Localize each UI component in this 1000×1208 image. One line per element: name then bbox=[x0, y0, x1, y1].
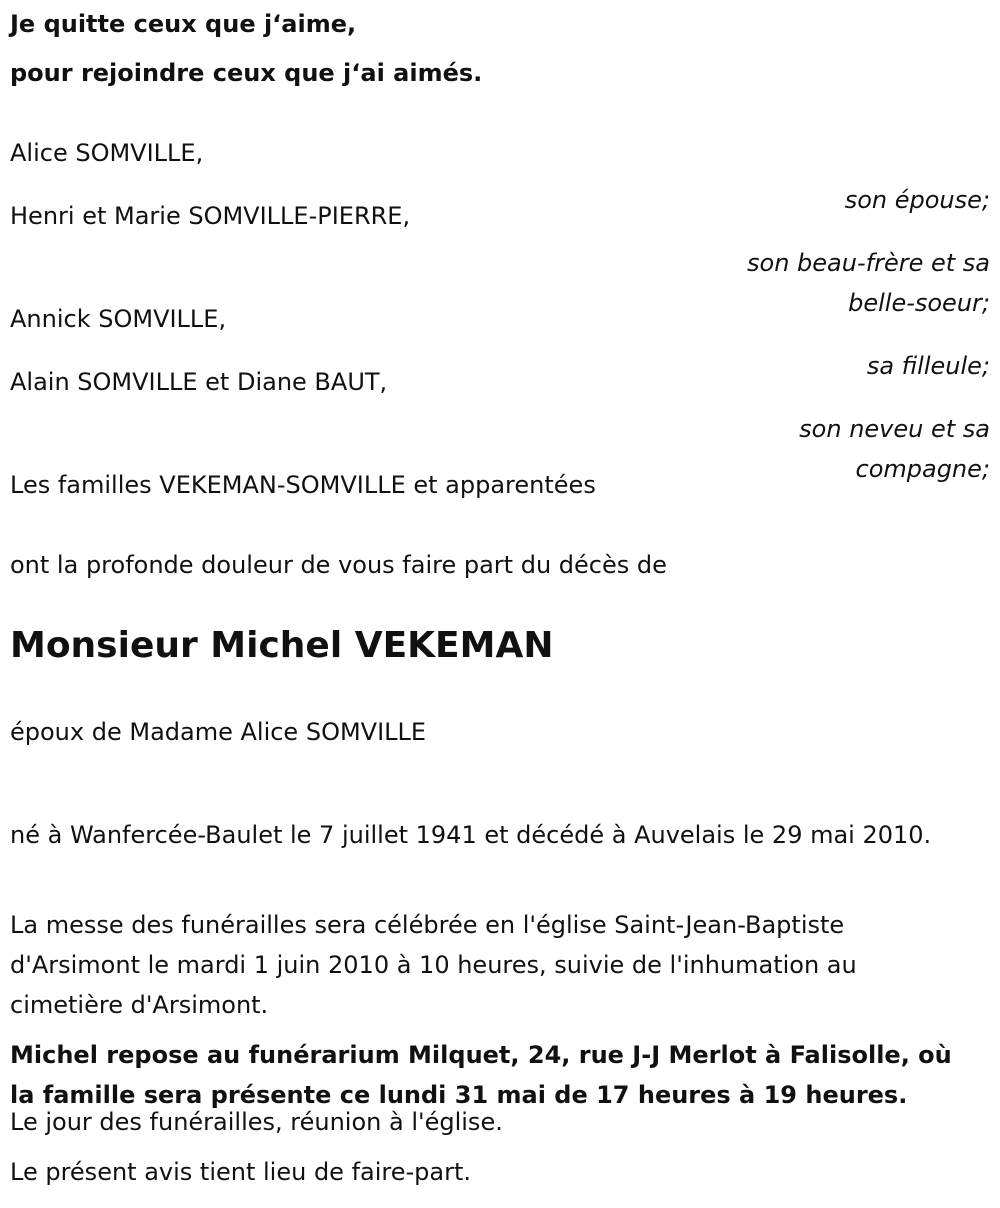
families-line: Les familles VEKEMAN-SOMVILLE et apparentées bbox=[10, 471, 596, 499]
mourner-relation-4-line-1: son neveu et sa bbox=[799, 415, 990, 443]
announcement-line: ont la profonde douleur de vous faire part du décès de bbox=[10, 551, 667, 579]
mourner-name-1: Alice SOMVILLE, bbox=[10, 139, 204, 167]
mourner-name-2: Henri et Marie SOMVILLE-PIERRE, bbox=[10, 202, 411, 230]
notice-info-line: Le présent avis tient lieu de faire-part. bbox=[10, 1158, 472, 1186]
mourner-relation-2-line-2: belle-soeur; bbox=[848, 289, 990, 317]
mourner-relation-3: sa filleule; bbox=[866, 352, 990, 380]
mourner-relation-2-line-1: son beau-frère et sa bbox=[747, 249, 990, 277]
quote-line-2: pour rejoindre ceux que j‘ai aimés. bbox=[10, 59, 483, 87]
birth-death-paragraph: né à Wanfercée-Baulet le 7 juillet 1941 et décédé à Auvelais le 29 mai 2010. bbox=[10, 821, 932, 849]
quote-line-1: Je quitte ceux que j‘aime, bbox=[10, 10, 357, 38]
spouse-line: époux de Madame Alice SOMVILLE bbox=[10, 718, 427, 746]
mass-info-paragraph: La messe des funérailles sera célébrée en l'église Saint-Jean-Baptiste d'Arsimont le mardi 1 juin 2010 à 10 heures, suivie de l'inhumation au cimetière d'Arsimont. bbox=[10, 911, 857, 1019]
funerarium-info-paragraph: Michel repose au funérarium Milquet, 24, rue J-J Merlot à Falisolle, où la famille sera présente ce lundi 31 mai de 17 heures à 19 heures. bbox=[10, 1041, 952, 1109]
mourner-name-3: Annick SOMVILLE, bbox=[10, 305, 227, 333]
meeting-info-line: Le jour des funérailles, réunion à l'église. bbox=[10, 1108, 503, 1136]
mourner-relation-1: son épouse; bbox=[844, 186, 990, 214]
mourner-relation-4-line-2: compagne; bbox=[855, 455, 990, 483]
deceased-name: Monsieur Michel VEKEMAN bbox=[10, 625, 554, 666]
mourner-name-4: Alain SOMVILLE et Diane BAUT, bbox=[10, 368, 388, 396]
